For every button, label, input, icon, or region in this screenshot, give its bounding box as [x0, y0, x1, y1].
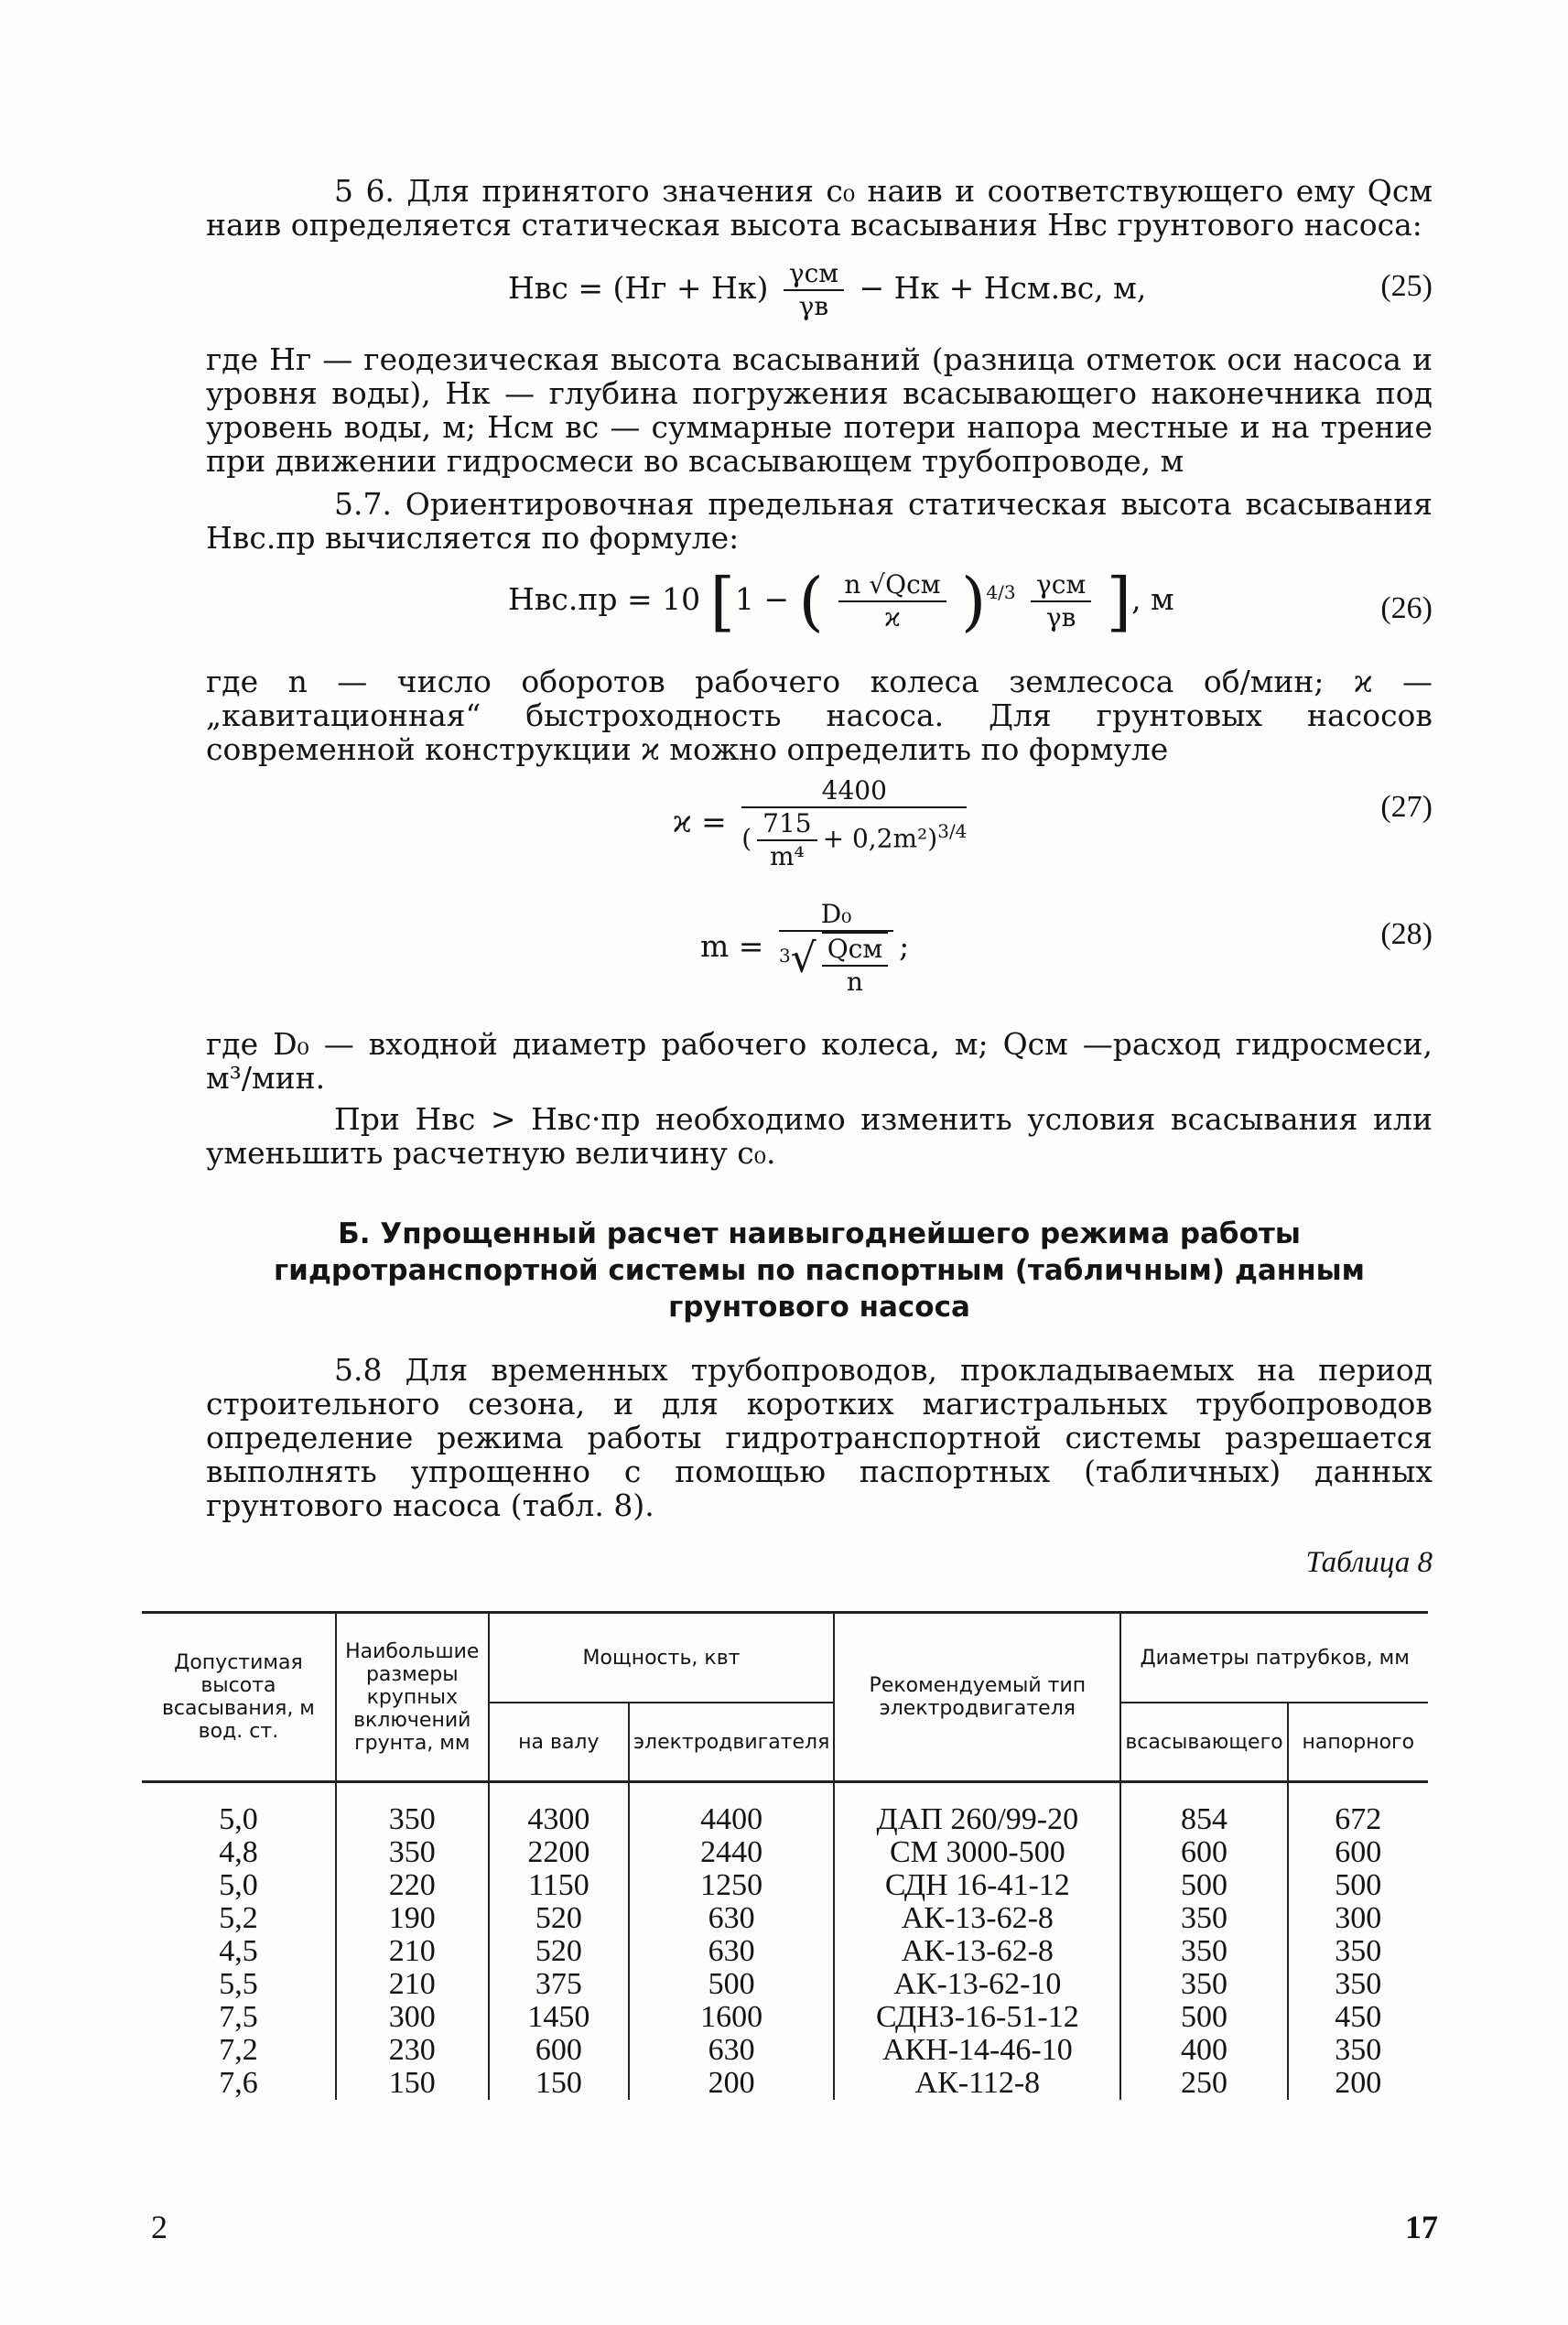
cell-suction-height: 5,2 — [142, 1902, 336, 1935]
formula-26-lhs: Hвс.пр = 10 — [508, 581, 701, 617]
cell-power-motor: 630 — [629, 2034, 834, 2067]
table-row — [142, 1782, 1428, 1837]
formula-25-label: (25) — [1380, 269, 1433, 303]
formula-25-expression — [508, 258, 1146, 322]
table-8-header — [142, 1613, 1428, 1782]
formula-27-den-b: + 0,2m² — [822, 823, 928, 854]
formula-27 — [206, 775, 1433, 890]
formula-26-unit: , м — [1131, 581, 1174, 617]
formula-26-den: γв — [1045, 602, 1076, 633]
cell-motor-type: СМ 3000-500 — [834, 1836, 1120, 1869]
cell-motor-type: ДАП 260/99-20 — [834, 1782, 1120, 1837]
formula-28-tail: ; — [899, 928, 910, 964]
formula-27-expression — [673, 775, 972, 872]
cell-diameter-pressure: 300 — [1288, 1902, 1428, 1935]
paragraph-5-6-explanation: где Hг — геодезическая высота всасываний (разница отметок оси насоса и уровня воды), Hк — глубина погружения всасывающего наконечника под уровень воды, м; Hсм вс — суммарные потери напора местные и на трение при движении гидросмеси во всасывающем трубопроводе, м — [206, 341, 1433, 479]
table-row — [142, 1869, 1428, 1902]
cell-motor-type: АК-13-62-10 — [834, 1968, 1120, 2001]
formula-27-den-a-num: 715 — [757, 808, 816, 841]
cell-power-motor: 200 — [629, 2067, 834, 2100]
cell-diameter-suction: 854 — [1120, 1782, 1287, 1837]
cell-diameter-pressure: 500 — [1288, 1869, 1428, 1902]
formula-27-lhs: ϰ = — [673, 804, 727, 839]
cell-diameter-pressure: 672 — [1288, 1782, 1428, 1837]
cell-diameter-pressure: 350 — [1288, 1968, 1428, 2001]
table-row — [142, 1935, 1428, 1968]
footer-signature-mark: 2 — [151, 2209, 168, 2245]
cell-power-motor: 630 — [629, 1935, 834, 1968]
cell-suction-height: 7,6 — [142, 2067, 336, 2100]
cell-power-motor: 1600 — [629, 2001, 834, 2034]
header-power-group: Мощность, квт — [489, 1613, 835, 1703]
table-caption: Таблица 8 — [1305, 1546, 1433, 1579]
cell-diameter-suction: 400 — [1120, 2034, 1287, 2067]
cell-diameter-pressure: 450 — [1288, 2001, 1428, 2034]
formula-28-den — [779, 932, 893, 998]
cell-power-shaft: 520 — [489, 1902, 629, 1935]
cell-diameter-pressure: 350 — [1288, 1935, 1428, 1968]
table-row — [142, 2001, 1428, 2034]
formula-26-fraction — [1031, 569, 1091, 633]
paragraph-5-8: 5.8 Для временных трубопроводов, прокладываемых на период строительного сезона, и для коротких магистральных трубопроводов определение режима работы гидротранспортной системы разрешается выполнять упрощенно с помощью паспортных (табличных) данных грунтового насоса (табл. 8). — [206, 1352, 1433, 1523]
formula-27-den: ( $\frac{715}{\text{m⁴}}$ + 0,2m²)$^{3/4}$ — [741, 808, 968, 871]
formula-26-exponent: 4/3 — [986, 581, 1016, 603]
formula-27-den-fraction — [757, 808, 816, 872]
formula-26-bracket-open: [ — [709, 564, 735, 639]
formula-28-num: D₀ — [779, 899, 893, 932]
formula-26-bracket-close: ] — [1106, 564, 1132, 639]
formula-26-inner-den: ϰ — [884, 602, 901, 633]
formula-25-lhs: Hвс = (Hг + Hк) — [508, 270, 769, 306]
cell-max-inclusions: 350 — [336, 1782, 489, 1837]
cell-suction-height: 5,5 — [142, 1968, 336, 2001]
table-row — [142, 1836, 1428, 1869]
cell-motor-type: АКН-14-46-10 — [834, 2034, 1120, 2067]
cell-power-motor: 1250 — [629, 1869, 834, 1902]
section-heading-b: Б. Упрощенный расчет наивыгоднейшего режима работы гидротранспортной системы по паспортным (табличным) данным грунтового насоса — [273, 1217, 1366, 1324]
cell-diameter-suction: 250 — [1120, 2067, 1287, 2100]
formula-28-expression — [700, 899, 909, 998]
formula-28-root-den: n — [846, 967, 863, 997]
cell-diameter-suction: 500 — [1120, 1869, 1287, 1902]
header-suction-height: Допустимая высота всасывания, м вод. ст. — [142, 1613, 336, 1782]
header-diameter-suction: всасывающего — [1120, 1703, 1287, 1782]
formula-26-inner-fraction — [838, 569, 946, 633]
cell-max-inclusions: 210 — [336, 1935, 489, 1968]
cell-diameter-suction: 350 — [1120, 1968, 1287, 2001]
cell-power-shaft: 1150 — [489, 1869, 629, 1902]
table-8 — [142, 1611, 1428, 2100]
formula-25-fraction — [784, 258, 844, 322]
paragraph-5-7-explanation: где n — число оборотов рабочего колеса землесоса об/мин; ϰ — „кавитационная“ быстроходность насоса. Для грунтовых насосов современной конструкции ϰ можно определить по формуле — [206, 664, 1433, 767]
table-row — [142, 1902, 1428, 1935]
formula-27-num: 4400 — [741, 775, 967, 808]
header-diameters-group: Диаметры патрубков, мм — [1120, 1613, 1428, 1703]
cell-motor-type: СДНЗ-16-51-12 — [834, 2001, 1120, 2034]
table-row — [142, 2034, 1428, 2067]
cell-power-shaft: 2200 — [489, 1836, 629, 1869]
formula-28-root-fraction — [822, 932, 888, 998]
cell-motor-type: СДН 16-41-12 — [834, 1869, 1120, 1902]
formula-28 — [206, 899, 1433, 1018]
page-body — [206, 174, 1433, 1580]
cell-power-shaft: 520 — [489, 1935, 629, 1968]
cell-diameter-suction: 350 — [1120, 1902, 1287, 1935]
formula-25-num: γсм — [784, 258, 844, 291]
cell-motor-type: АК-13-62-8 — [834, 1935, 1120, 1968]
cell-max-inclusions: 210 — [336, 1968, 489, 2001]
cell-max-inclusions: 190 — [336, 1902, 489, 1935]
formula-28-root-sign: √ — [790, 935, 816, 982]
cell-power-motor: 500 — [629, 1968, 834, 2001]
header-power-motor: электродвигателя — [629, 1703, 834, 1782]
formula-26-inner-num: n √Qсм — [838, 569, 946, 602]
cell-power-shaft: 4300 — [489, 1782, 629, 1837]
paragraph-5-8-definitions: где D₀ — входной диаметр рабочего колеса, м; Qсм —расход гидросмеси, м³/мин. — [206, 1026, 1433, 1096]
cell-suction-height: 4,5 — [142, 1935, 336, 1968]
formula-26-num: γсм — [1031, 569, 1091, 602]
cell-power-motor: 4400 — [629, 1782, 834, 1837]
cell-max-inclusions: 150 — [336, 2067, 489, 2100]
cell-max-inclusions: 230 — [336, 2034, 489, 2067]
cell-diameter-pressure: 600 — [1288, 1836, 1428, 1869]
formula-28-label: (28) — [1380, 917, 1433, 951]
formula-25 — [206, 251, 1433, 333]
formula-25-rhs: − Hк + Hсм.вс, м, — [859, 270, 1147, 306]
page-number: 17 — [1405, 2209, 1438, 2245]
cell-max-inclusions: 220 — [336, 1869, 489, 1902]
cell-power-shaft: 375 — [489, 1968, 629, 2001]
paragraph-5-7: 5.7. Ориентировочная предельная статическая высота всасывания Hвс.пр вычисляется по формуле: — [206, 486, 1433, 556]
cell-power-motor: 2440 — [629, 1836, 834, 1869]
formula-26-label: (26) — [1380, 591, 1433, 625]
formula-25-den: γв — [798, 291, 829, 321]
formula-26-paren-open: ( — [798, 564, 824, 639]
paragraph-5-6: 5 6. Для принятого значения c₀ наив и соответствующего ему Qсм наив определяется статическая высота всасывания Hвс грунтового насоса: — [206, 173, 1433, 243]
formula-27-fraction — [741, 775, 967, 872]
formula-27-den-a-den: m⁴ — [769, 841, 805, 871]
formula-27-label: (27) — [1380, 790, 1433, 824]
header-max-inclusions: Наибольшие размеры крупных включений грунта, мм — [336, 1613, 489, 1782]
table-row — [142, 2067, 1428, 2100]
cell-diameter-suction: 350 — [1120, 1935, 1287, 1968]
formula-26 — [206, 564, 1433, 655]
formula-28-lhs: m = — [700, 928, 764, 964]
cell-diameter-suction: 600 — [1120, 1836, 1287, 1869]
header-motor-type: Рекомендуемый тип электродвигателя — [834, 1613, 1120, 1782]
formula-28-root-index: 3 — [778, 945, 791, 968]
table-row — [142, 1968, 1428, 2001]
cell-power-shaft: 1450 — [489, 2001, 629, 2034]
paragraph-condition: При Hвс > Hвс·пр необходимо изменить условия всасывания или уменьшить расчетную величину c₀. — [206, 1101, 1433, 1171]
formula-28-fraction — [779, 899, 893, 998]
cell-motor-type: АК-112-8 — [834, 2067, 1120, 2100]
cell-power-motor: 630 — [629, 1902, 834, 1935]
header-diameter-pressure: напорного — [1288, 1703, 1428, 1782]
table-8-body — [142, 1782, 1428, 2101]
cell-power-shaft: 600 — [489, 2034, 629, 2067]
cell-suction-height: 4,8 — [142, 1836, 336, 1869]
cell-max-inclusions: 350 — [336, 1836, 489, 1869]
cell-motor-type: АК-13-62-8 — [834, 1902, 1120, 1935]
cell-suction-height: 5,0 — [142, 1782, 336, 1837]
header-power-shaft: на валу — [489, 1703, 629, 1782]
formula-28-root-num: Qсм — [822, 934, 888, 967]
formula-27-exponent: 3/4 — [937, 820, 968, 843]
cell-suction-height: 5,0 — [142, 1869, 336, 1902]
cell-power-shaft: 150 — [489, 2067, 629, 2100]
cell-diameter-pressure: 200 — [1288, 2067, 1428, 2100]
formula-26-paren-close: ) — [961, 564, 987, 639]
cell-suction-height: 7,2 — [142, 2034, 336, 2067]
cell-suction-height: 7,5 — [142, 2001, 336, 2034]
formula-26-expression: Hвс.пр = 10 [1 − ( $\frac{\text{n √Qсм}}{ϰ}$ )$^{4/3}$ $\frac{\text{γсм}}{\gamma в}$ ], м — [508, 564, 1174, 639]
cell-diameter-pressure: 350 — [1288, 2034, 1428, 2067]
cell-max-inclusions: 300 — [336, 2001, 489, 2034]
cell-diameter-suction: 500 — [1120, 2001, 1287, 2034]
